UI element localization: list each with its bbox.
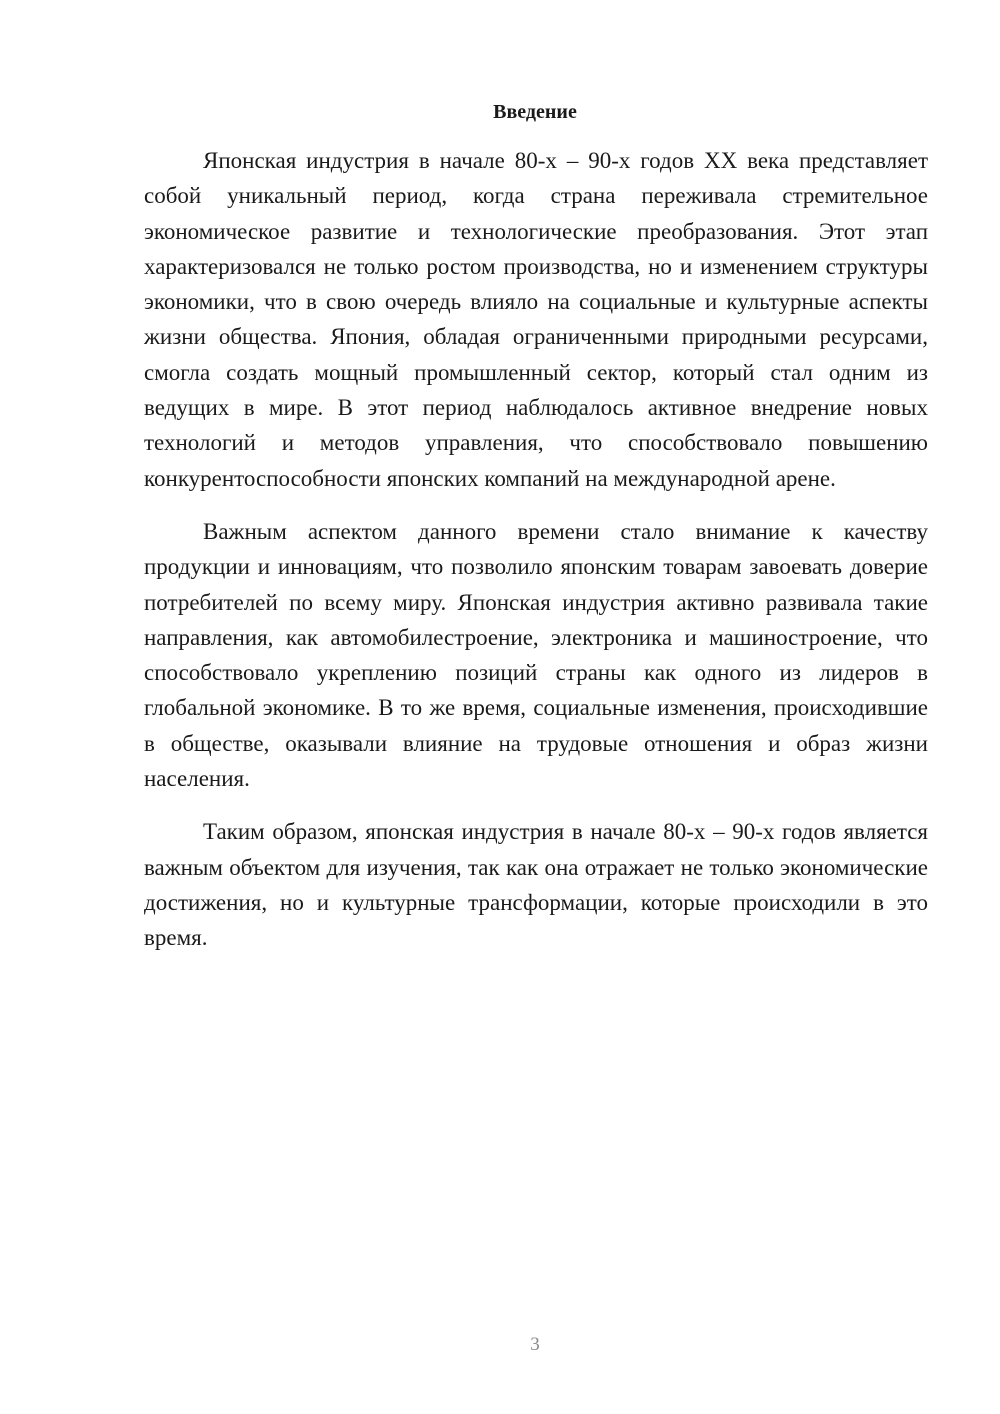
paragraph-3: Таким образом, японская индустрия в начале 80-х – 90-х годов является важным объектом для изучения, так как она отражает не только экономические достижения, но и культурные трансформации, которые происходили в это время. bbox=[144, 819, 928, 951]
paragraph-2: Важным аспектом данного времени стало внимание к качеству продукции и инновациям, что позволило японским товарам завоевать доверие потребителей по всему миру. Японская индустрия активно развивала такие направления, как автомобилестроение, электроника и машиностроение, что способствовало укреплению позиций страны как одного из лидеров в глобальной экономике. В то же время, социальные изменения, происходившие в обществе, оказывали влияние на трудовые отношения и образ жизни населения. bbox=[144, 518, 928, 792]
paragraph-1: Японская индустрия в начале 80-х – 90-х годов XX века представляет собой уникальный период, когда страна переживала стремительное экономическое развитие и технологические преобразования. Этот этап характеризовался не только ростом производства, но и изменением структуры экономики, что в свою очередь влияло на социальные и культурные аспекты жизни общества. Япония, обладая ограниченными природными ресурсами, смогла создать мощный промышленный сектор, который стал одним из ведущих в мире. В этот период наблюдалось активное внедрение новых технологий и методов управления, что способствовало повышению конкурентоспособности японских компаний на международной арене. bbox=[144, 148, 928, 491]
section-title: Введение bbox=[493, 101, 577, 123]
page-number: 3 bbox=[530, 1334, 540, 1355]
body-text bbox=[144, 143, 928, 974]
